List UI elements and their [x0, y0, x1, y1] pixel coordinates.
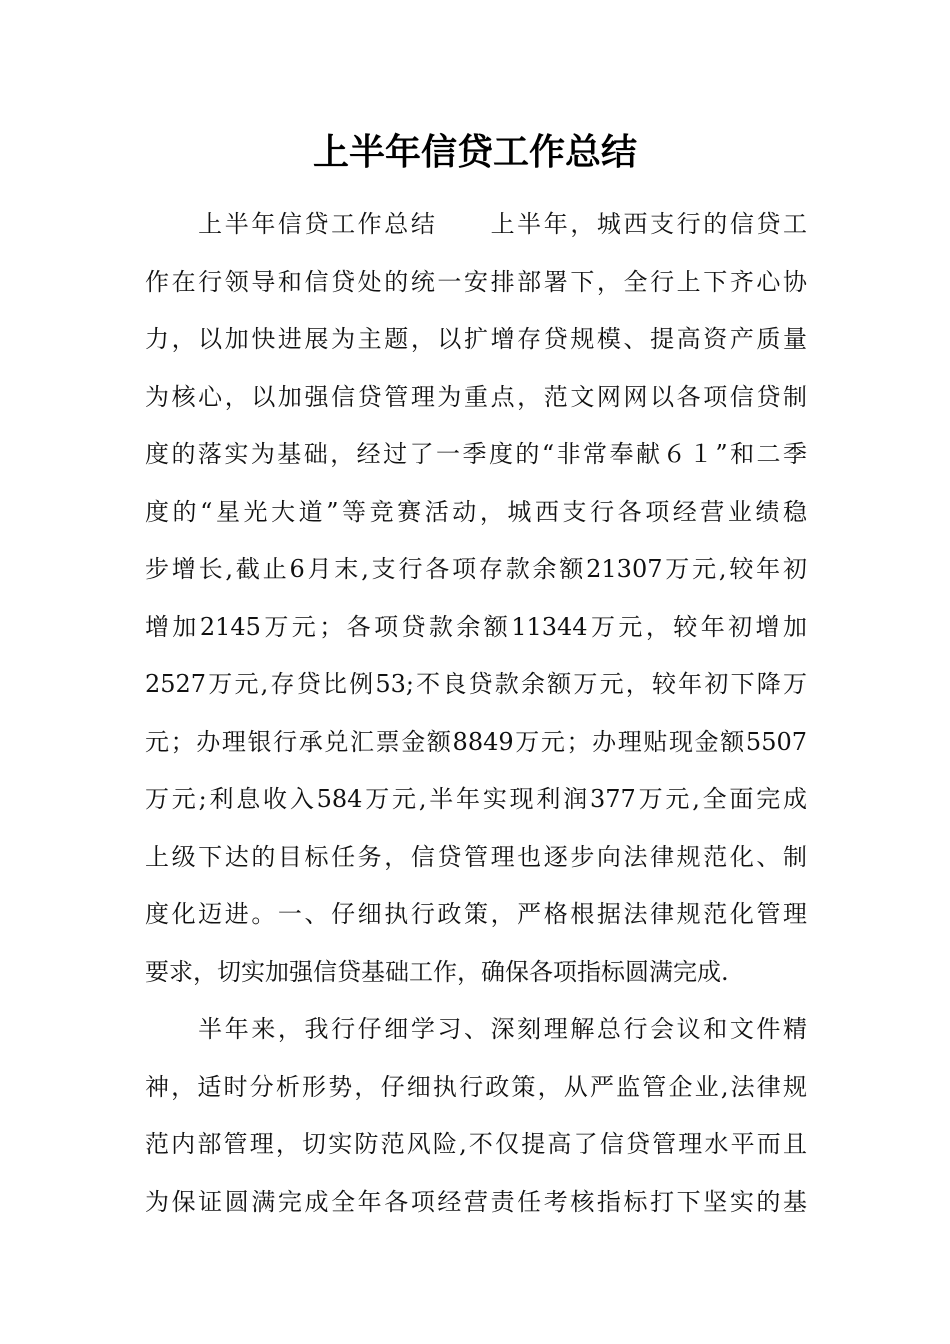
text-line: 元；办理银行承兑汇票金额8849万元；办理贴现金额5507	[145, 727, 807, 756]
text-line: 步增长,截止6月末,支行各项存款余额21307万元,较年初	[145, 555, 807, 583]
document-title: 上半年信贷工作总结	[312, 131, 637, 173]
text-line: 度的“星光大道”等竞赛活动，城西支行各项经营业绩稳	[145, 497, 807, 526]
text-line: 范内部管理，切实防范风险,不仅提高了信贷管理水平而且	[145, 1130, 807, 1158]
text-line: 度的落实为基础，经过了一季度的“非常奉献６１”和二季	[145, 440, 807, 468]
text-line: 万元;利息收入584万元,半年实现利润377万元,全面完成	[145, 785, 807, 813]
text-line: 为核心，以加强信贷管理为重点，范文网网以各项信贷制	[145, 382, 807, 411]
text-line: 神，适时分析形势，仔细执行政策，从严监管企业,法律规	[145, 1072, 807, 1101]
text-line: 上级下达的目标任务，信贷管理也逐步向法律规范化、制	[145, 842, 807, 871]
paragraph-1	[145, 196, 807, 1001]
document-body	[145, 196, 807, 1231]
text-line: 作在行领导和信贷处的统一安排部署下，全行上下齐心协	[145, 267, 807, 296]
text-line: 度化迈进。一、仔细执行政策，严格根据法律规范化管理	[145, 900, 807, 928]
text-line: 半年来，我行仔细学习、深刻理解总行会议和文件精	[145, 1015, 807, 1043]
paragraph-2	[145, 1001, 807, 1231]
text-line: 为保证圆满完成全年各项经营责任考核指标打下坚实的基	[145, 1187, 807, 1216]
text-line: 增加2145万元；各项贷款余额11344万元，较年初增加	[145, 612, 807, 641]
text-line: 上半年信贷工作总结 上半年，城西支行的信贷工	[145, 210, 807, 238]
text-line: 2527万元,存贷比例53;不良贷款余额万元，较年初下降万	[145, 670, 807, 698]
text-line: 力，以加快进展为主题，以扩增存贷规模、提高资产质量	[145, 325, 807, 353]
text-line: 要求，切实加强信贷基础工作，确保各项指标圆满完成.	[145, 957, 729, 986]
